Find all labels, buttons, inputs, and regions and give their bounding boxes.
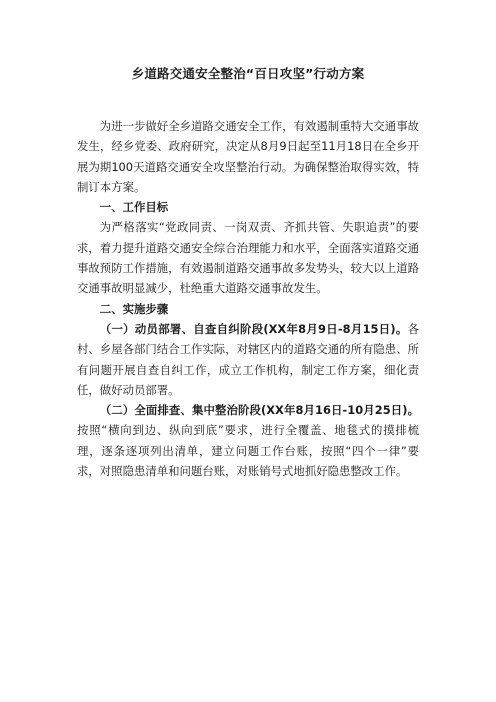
intro-paragraph: 为进一步做好全乡道路交通安全工作，有效遏制重特大交通事故发生，经乡党委、政府研究，决定从8月9日起至11月18日在全乡开展为期100天道路交通安全攻坚整治行动。为确保整治取得实效，特制订本方案。 [77, 119, 419, 194]
step1-paragraph [77, 319, 419, 400]
section-heading-steps: 二、实施步骤 [99, 301, 169, 316]
step2-paragraph [77, 400, 419, 481]
section-heading-goals: 一、工作目标 [99, 200, 169, 215]
document-body [77, 116, 419, 481]
step2-lead: （二）全面排查、集中整治阶段(XX年8月16日-10月25日)。 [99, 403, 419, 418]
step1-text: 各村、乡屋各部门结合工作实际，对辖区内的道路交通的所有隐患、所有问题开展自查自纠工作，成立工作机构，制定工作方案，细化责任，做好动员部署。 [77, 321, 419, 397]
step2-text: 按照“横向到边、纵向到底”要求，进行全覆盖、地毯式的摸排梳理，逐条逐项列出清单，建立问题工作台账，按照“四个一律”要求，对照隐患清单和问题台账，对账销号式地抓好隐患整改工作。 [77, 423, 419, 479]
document-title: 乡道路交通安全整治“百日攻坚”行动方案 [131, 66, 365, 81]
goals-paragraph: 为严格落实“党政同责、一岗双责、齐抓共管、失职追责”的要求，着力提升道路交通安全综合治理能力和水平，全面落实道路交通事故预防工作措施，有效遏制道路交通事故多发势头，较大以上道路交通事故明显减少，杜绝重大道路交通事故发生。 [77, 220, 419, 296]
step1-lead: （一）动员部署、自查自纠阶段(XX年8月9日-8月15日)。 [99, 321, 408, 336]
